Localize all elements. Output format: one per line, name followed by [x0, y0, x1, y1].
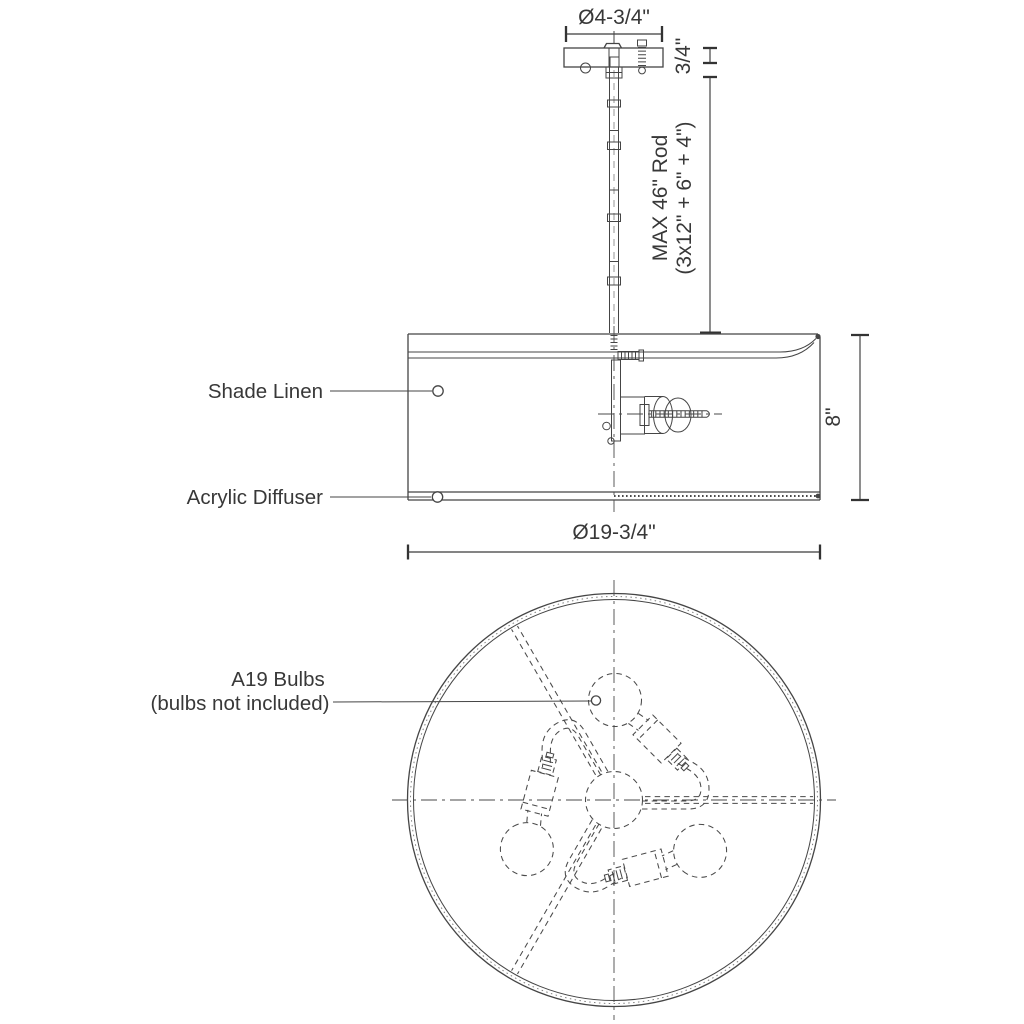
mounting-screw-head	[638, 40, 647, 46]
canopy-knob	[581, 63, 591, 73]
leader-line	[333, 701, 591, 702]
rod-lock-detail	[610, 57, 619, 67]
bottom-plan-view	[151, 580, 836, 1020]
rod-label-line1: MAX 46" Rod	[649, 134, 672, 262]
bulbs-label-line2: (bulbs not included)	[150, 692, 330, 715]
socket-plate	[621, 397, 645, 434]
shade-height-text: 8"	[822, 407, 845, 427]
socket-assembly-side-view	[598, 335, 722, 444]
shade-material-label: Shade Linen	[207, 380, 323, 403]
rod-dimension	[649, 77, 721, 333]
diffuser-corner-dot	[816, 494, 821, 499]
shade-side-view	[408, 326, 821, 512]
wire-arm-inner	[642, 762, 701, 801]
socket-bulb-assembly	[589, 674, 710, 810]
screw-ball-end	[639, 67, 646, 74]
rod-label-line2: (3x12" + 6" + 4")	[673, 121, 696, 275]
canopy-diameter-text: Ø4-3/4"	[578, 6, 650, 29]
socket-ring-line	[638, 720, 658, 740]
bulbs-label-line1: A19 Bulbs	[231, 668, 325, 691]
hang-rod	[606, 67, 622, 333]
canopy-height-dimension	[672, 38, 717, 75]
leader-dot	[433, 386, 443, 396]
bulbs-label	[151, 668, 601, 715]
canopy-collar	[604, 44, 622, 49]
socket-bracket	[612, 360, 621, 441]
bulb-neck	[638, 713, 648, 720]
shade-diameter-text: Ø19-3/4"	[572, 521, 656, 544]
shade-fold-line	[408, 343, 814, 359]
bracket-nub	[603, 422, 611, 430]
leader-dot	[591, 696, 600, 705]
shade-diameter-dimension	[408, 521, 820, 560]
socket-bulb-assembly	[457, 713, 635, 885]
socket-outline	[633, 715, 681, 763]
bulb-neck	[628, 723, 638, 730]
canopy-height-text: 3/4"	[672, 37, 695, 75]
acrylic-diffuser-label: Acrylic Diffuser	[186, 486, 323, 509]
support-spoke	[645, 797, 813, 804]
leader-dot	[432, 492, 442, 502]
support-spoke	[512, 626, 602, 775]
support-spoke	[512, 825, 602, 974]
diffuser-label	[187, 486, 443, 509]
shade-rim-outer	[408, 594, 821, 1007]
shade-height-dimension	[822, 335, 869, 500]
